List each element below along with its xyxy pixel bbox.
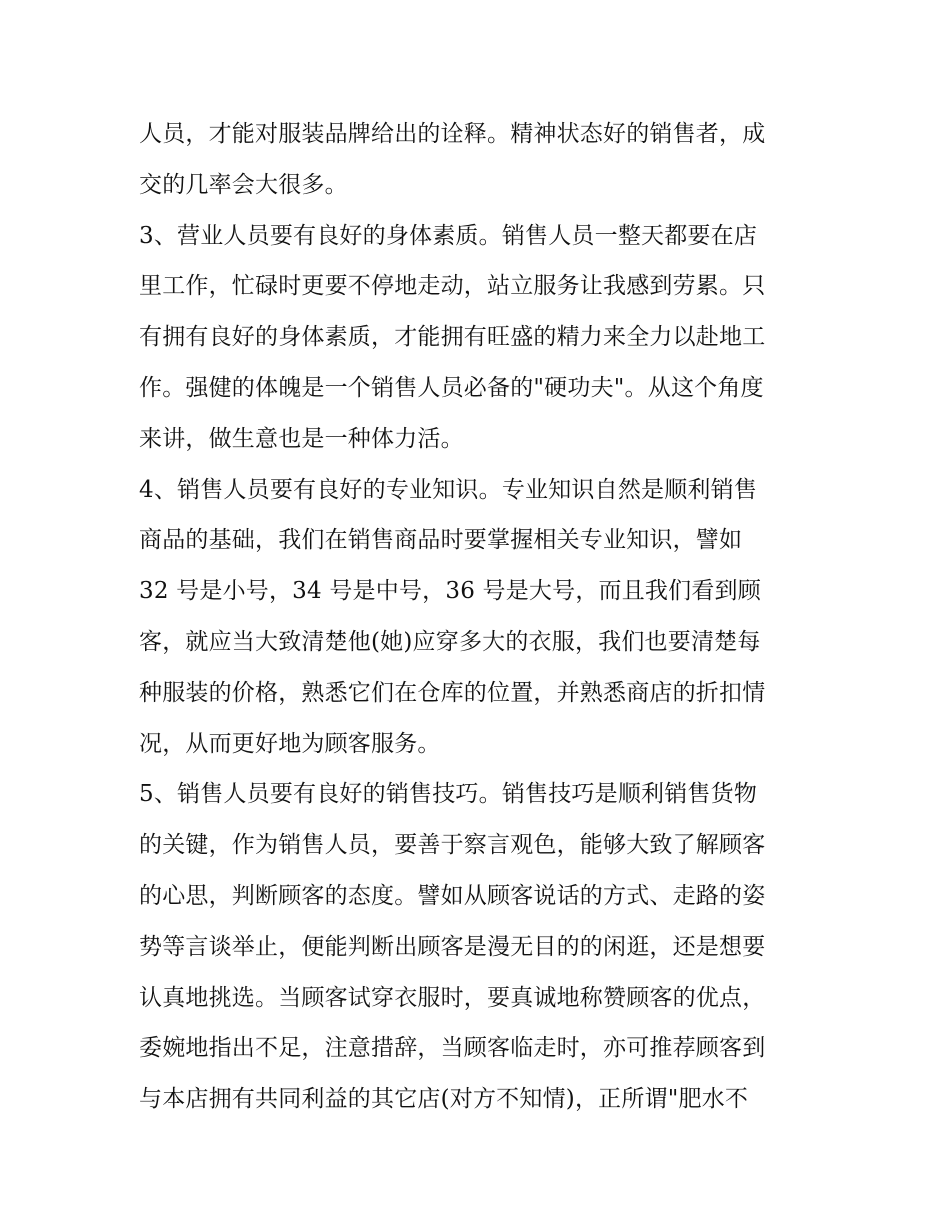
text-line: 人员，才能对服装品牌给出的诠释。精神状态好的销售者，成 [139,121,766,147]
text-line: 的关键，作为销售人员，要善于察言观色，能够大致了解顾客 [139,832,766,859]
text-line: 势等言谈举止，便能判断出顾客是漫无目的的闲逛，还是想要 [139,933,766,960]
text-line: 认真地挑选。当顾客试穿衣服时，要真诚地称赞顾客的优点， [139,984,766,1011]
text-line: 委婉地指出不足，注意措辞，当顾客临走时，亦可推荐顾客到 [139,1035,766,1062]
text-line: 与本店拥有共同利益的其它店(对方不知情)，正所谓"肥水不 [139,1086,749,1113]
text-line: 交的几率会大很多。 [139,171,348,198]
text-line: 4、销售人员要有良好的专业知识。专业知识自然是顺利销售 [139,476,758,503]
text-line: 种服装的价格，熟悉它们在仓库的位置，并熟悉商店的折扣情 [139,679,766,706]
text-line: 客，就应当大致清楚他(她)应穿多大的衣服，我们也要清楚每 [139,628,761,655]
text-line: 3、营业人员要有良好的身体素质。销售人员一整天都要在店 [139,222,758,249]
text-line: 里工作，忙碌时更要不停地走动，站立服务让我感到劳累。只 [139,273,766,300]
text-line: 况，从而更好地为顾客服务。 [139,730,441,757]
text-line: 的心思，判断顾客的态度。譬如从顾客说话的方式、走路的姿 [139,882,766,909]
text-line: 有拥有良好的身体素质，才能拥有旺盛的精力来全力以赴地工 [139,324,766,351]
text-line: 来讲，做生意也是一种体力活。 [139,425,464,452]
document-body [139,109,829,1125]
text-line: 商品的基础，我们在销售商品时要掌握相关专业知识，譬如 [139,527,743,554]
text-line: 作。强健的体魄是一个销售人员必备的"硬功夫"。从这个角度 [139,374,764,401]
text-line: 32 号是小号，34 号是中号，36 号是大号，而且我们看到顾 [139,578,761,605]
text-line: 5、销售人员要有良好的销售技巧。销售技巧是顺利销售货物 [139,781,758,808]
